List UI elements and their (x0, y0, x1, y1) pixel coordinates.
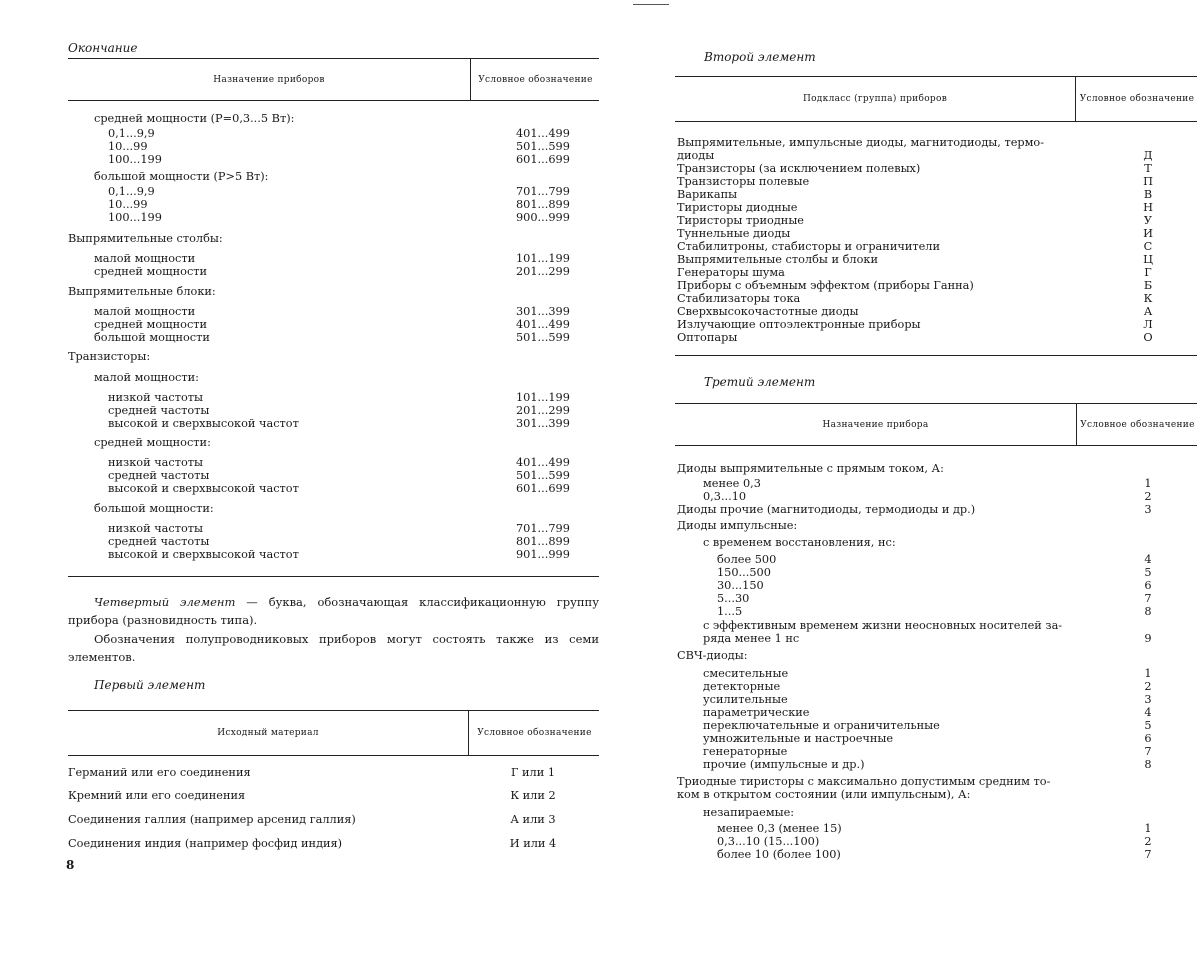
row-label: детекторные (703, 680, 781, 693)
table2-col1: Исходный материал (217, 728, 319, 738)
row-value: И или 4 (509, 837, 557, 850)
row-value: С (1143, 240, 1153, 253)
table-row (703, 806, 794, 819)
row-value: 8 (1144, 758, 1152, 771)
table-row (677, 775, 1050, 788)
table-row (68, 232, 223, 245)
table-row (677, 519, 797, 532)
table-row (717, 566, 771, 579)
row-label: средней мощности (94, 318, 208, 331)
table-row (108, 153, 162, 166)
row-label: 30...150 (717, 579, 764, 592)
table-row (94, 371, 199, 384)
table-row (703, 667, 788, 680)
row-label: Туннельные диоды (677, 227, 791, 240)
table-row (677, 175, 809, 188)
table-row (703, 619, 1062, 632)
row-label: более 10 (более 100) (717, 848, 841, 861)
row-label: усилительные (703, 693, 788, 706)
row-label: высокой и сверхвысокой частот (108, 548, 299, 561)
row-value: В (1143, 188, 1153, 201)
row-value: 701...799 (516, 185, 570, 198)
table-row (94, 502, 214, 515)
table1-header (68, 58, 599, 101)
table-row (94, 436, 211, 449)
row-label: СВЧ-диоды: (677, 649, 748, 662)
table-row (108, 140, 148, 153)
row-value: 401...499 (516, 456, 570, 469)
row-value: И (1143, 227, 1153, 240)
row-value: 3 (1144, 503, 1152, 516)
table-row (677, 318, 921, 331)
row-label: Тиристоры триодные (677, 214, 804, 227)
row-label: 0,1...9,9 (108, 185, 155, 198)
row-label: средней частоты (108, 404, 210, 417)
row-value: 8 (1144, 605, 1152, 618)
table-row (703, 477, 761, 490)
row-value: 501...599 (516, 140, 570, 153)
table-row (94, 252, 195, 265)
table-row (108, 127, 155, 140)
row-value: 401...499 (516, 127, 570, 140)
row-value: 5 (1144, 719, 1152, 732)
table4-header (675, 403, 1197, 446)
row-value: 6 (1144, 579, 1152, 592)
row-label: с временем восстановления, нс: (703, 536, 896, 549)
row-label: низкой частоты (108, 456, 204, 469)
page-number: 8 (66, 858, 75, 872)
row-label: умножительные и настроечные (703, 732, 894, 745)
table4-col1: Назначение прибора (822, 419, 929, 430)
row-label: Выпрямительные, импульсные диоды, магнитодиоды, термо- (677, 136, 1045, 149)
row-value: Н (1143, 201, 1153, 214)
row-label: ряда менее 1 нс (703, 632, 800, 645)
row-value: 701...799 (516, 522, 570, 535)
row-label: 0,3...10 (15...100) (717, 835, 820, 848)
table-row (677, 462, 944, 475)
row-label: средней мощности (Р=0,3...5 Вт): (94, 112, 295, 125)
table-row (108, 469, 209, 482)
row-value: Б (1143, 279, 1153, 292)
table-row (717, 592, 749, 605)
row-value: Л (1143, 318, 1153, 331)
row-label: Излучающие оптоэлектронные приборы (677, 318, 921, 331)
row-label: 5...30 (717, 592, 750, 605)
table-row (94, 331, 210, 344)
row-value: 2 (1144, 490, 1152, 503)
row-label: 0,3...10 (703, 490, 747, 503)
row-label: Транзисторы полевые (677, 175, 810, 188)
table3-col1: Подкласс (группа) приборов (802, 94, 948, 104)
table-row (703, 536, 896, 549)
table-row (94, 318, 207, 331)
table2-header (68, 710, 599, 756)
table1-bottom-rule (68, 576, 599, 577)
table-row (68, 350, 150, 363)
row-value: 101...199 (516, 252, 570, 265)
row-label: 100...199 (108, 153, 162, 166)
paragraph-fourth-element-text: — буква, обозначающая классификационную группу прибора (разновидность типа). (68, 595, 599, 627)
row-label: Стабилитроны, стабисторы и ограничители (677, 240, 940, 253)
table-row (68, 813, 356, 826)
row-label: параметрические (703, 706, 810, 719)
row-label: низкой частоты (108, 391, 204, 404)
row-value: Ц (1143, 253, 1153, 266)
table-row (108, 391, 203, 404)
row-label: Тиристоры диодные (677, 201, 798, 214)
row-label: ком в открытом состоянии (или импульсным), А: (677, 788, 971, 801)
row-value: 2 (1144, 835, 1152, 848)
table-row (703, 632, 799, 645)
row-label: Триодные тиристоры с максимально допустимым средним то- (677, 775, 1051, 788)
row-label: незапираемые: (703, 806, 795, 819)
row-value: 601...699 (516, 153, 570, 166)
row-value: 3 (1144, 693, 1152, 706)
row-label: Транзисторы (за исключением полевых) (677, 162, 921, 175)
table-row (677, 649, 748, 662)
row-label: Соединения индия (например фосфид индия) (68, 837, 343, 850)
row-value: 5 (1144, 566, 1152, 579)
table-row (677, 331, 737, 344)
table-row (677, 253, 878, 266)
paragraph-fourth-element (68, 593, 599, 629)
table-row (717, 579, 764, 592)
paragraph-fourth-element-italic: Четвертый элемент (94, 595, 236, 609)
table-row (717, 553, 776, 566)
table1-col1: Назначение приборов (213, 74, 325, 85)
table-row (717, 605, 742, 618)
table-row (703, 706, 809, 719)
row-label: Транзисторы: (68, 350, 151, 363)
row-label: низкой частоты (108, 522, 204, 535)
row-value: 7 (1144, 745, 1152, 758)
row-value: П (1143, 175, 1153, 188)
row-value: Г (1144, 266, 1152, 279)
table-row (94, 170, 269, 183)
row-value: 4 (1144, 553, 1152, 566)
table-row (108, 522, 203, 535)
row-label: средней частоты (108, 469, 210, 482)
row-label: малой мощности (94, 305, 196, 318)
table-row (703, 490, 746, 503)
row-value: К (1143, 292, 1153, 305)
row-label: Диоды выпрямительные с прямым током, А: (677, 462, 944, 475)
row-label: Выпрямительные блоки: (68, 285, 216, 298)
row-value: 301...399 (516, 417, 570, 430)
table-row (703, 693, 788, 706)
row-label: высокой и сверхвысокой частот (108, 482, 299, 495)
table-row (108, 185, 155, 198)
row-value: 801...899 (516, 198, 570, 211)
row-label: Оптопары (677, 331, 738, 344)
row-value: 2 (1144, 680, 1152, 693)
table-row (677, 305, 859, 318)
row-label: более 500 (717, 553, 777, 566)
table-row (108, 211, 162, 224)
table-row (108, 417, 299, 430)
paragraph-seven-elements: Обозначения полупроводниковых приборов могут состоять также из семи элементов. (68, 632, 599, 664)
table-row (677, 188, 737, 201)
row-label: смесительные (703, 667, 789, 680)
table-row (677, 279, 974, 292)
caption-end: Окончание (68, 41, 138, 55)
row-label: Приборы с объемным эффектом (приборы Ганна) (677, 279, 974, 292)
row-label: малой мощности (94, 252, 196, 265)
row-label: большой мощности (Р>5 Вт): (94, 170, 269, 183)
table-row (703, 680, 780, 693)
table-row (108, 548, 299, 561)
row-label: Германий или его соединения (68, 766, 251, 779)
row-value: 601...699 (516, 482, 570, 495)
table3-header (675, 76, 1197, 122)
caption-second-element: Второй элемент (704, 50, 816, 64)
table-row (703, 732, 893, 745)
row-value: А (1143, 305, 1153, 318)
row-value: 9 (1144, 632, 1152, 645)
row-label: 100...199 (108, 211, 162, 224)
row-value: А или 3 (510, 813, 556, 826)
row-label: Соединения галлия (например арсенид галлия) (68, 813, 356, 826)
row-value: Д (1143, 149, 1153, 162)
row-value: 901...999 (516, 548, 570, 561)
row-label: 0,1...9,9 (108, 127, 155, 140)
table-row (108, 404, 209, 417)
row-label: менее 0,3 (703, 477, 761, 490)
row-value: 501...599 (516, 469, 570, 482)
table-row (677, 266, 785, 279)
row-value: 1 (1144, 822, 1152, 835)
table-row (703, 758, 865, 771)
row-value: 801...899 (516, 535, 570, 548)
row-value: 501...599 (516, 331, 570, 344)
row-label: Генераторы шума (677, 266, 785, 279)
table-row (68, 837, 342, 850)
table-row (677, 240, 940, 253)
table-row (94, 305, 195, 318)
row-value: 6 (1144, 732, 1152, 745)
table-row (717, 848, 841, 861)
row-label: Кремний или его соединения (68, 789, 246, 802)
row-label: прочие (импульсные и др.) (703, 758, 865, 771)
row-label: 10...99 (108, 198, 148, 211)
table-row (108, 535, 209, 548)
table-row (703, 719, 940, 732)
row-value: 301...399 (516, 305, 570, 318)
row-label: средней частоты (108, 535, 210, 548)
row-value: К или 2 (510, 789, 556, 802)
row-value: 201...299 (516, 265, 570, 278)
caption-third-element: Третий элемент (704, 375, 816, 389)
table-row (68, 766, 251, 779)
table-row (717, 835, 819, 848)
row-label: 1...5 (717, 605, 743, 618)
row-label: Выпрямительные столбы и блоки (677, 253, 878, 266)
row-label: диоды (677, 149, 715, 162)
row-value: 101...199 (516, 391, 570, 404)
table-row (108, 456, 203, 469)
row-value: О (1143, 331, 1153, 344)
row-value: 900...999 (516, 211, 570, 224)
row-label: Стабилизаторы тока (677, 292, 801, 305)
table4-col2: Условное обозначение (1076, 404, 1198, 445)
row-value: 4 (1144, 706, 1152, 719)
row-label: генераторные (703, 745, 788, 758)
row-label: 150...500 (717, 566, 771, 579)
row-value: Г или 1 (510, 766, 556, 779)
table-row (68, 285, 216, 298)
table-row (108, 482, 299, 495)
table2-col2: Условное обозначение (468, 711, 600, 755)
row-label: высокой и сверхвысокой частот (108, 417, 299, 430)
row-label: Выпрямительные столбы: (68, 232, 223, 245)
table3-col2: Условное обозначение (1075, 77, 1198, 121)
row-value: 1 (1144, 667, 1152, 680)
row-value: Т (1144, 162, 1152, 175)
row-label: менее 0,3 (менее 15) (717, 822, 842, 835)
table-row (717, 822, 842, 835)
right-page (600, 0, 1200, 954)
table-row (677, 788, 970, 801)
table-row (677, 162, 920, 175)
table-row (677, 136, 1044, 149)
table-row (677, 201, 797, 214)
row-label: 10...99 (108, 140, 148, 153)
row-label: Сверхвысокочастотные диоды (677, 305, 859, 318)
row-label: большой мощности: (94, 502, 214, 515)
table-row (108, 198, 148, 211)
row-label: малой мощности: (94, 371, 199, 384)
row-value: 1 (1144, 477, 1152, 490)
row-value: 201...299 (516, 404, 570, 417)
table-row (677, 227, 790, 240)
caption-first-element: Первый элемент (94, 678, 206, 692)
row-label: переключательные и ограничительные (703, 719, 940, 732)
row-label: Диоды импульсные: (677, 519, 798, 532)
table-row (677, 292, 800, 305)
row-value: 401...499 (516, 318, 570, 331)
row-label: средней мощности (94, 265, 208, 278)
table1-col2: Условное обозначение (470, 59, 600, 100)
table-row (94, 112, 294, 125)
row-label: большой мощности (94, 331, 210, 344)
table-row (677, 214, 804, 227)
row-label: Варикапы (677, 188, 738, 201)
table-row (677, 149, 714, 162)
table-row (703, 745, 787, 758)
row-value: У (1143, 214, 1153, 227)
row-label: с эффективным временем жизни неосновных носителей за- (703, 619, 1063, 632)
table-row (68, 789, 245, 802)
row-value: 7 (1144, 592, 1152, 605)
row-value: 7 (1144, 848, 1152, 861)
table-row (94, 265, 207, 278)
row-label: Диоды прочие (магнитодиоды, термодиоды и др.) (677, 503, 976, 516)
row-label: средней мощности: (94, 436, 211, 449)
table3-bottom-rule (675, 355, 1197, 356)
table-row (677, 503, 975, 516)
